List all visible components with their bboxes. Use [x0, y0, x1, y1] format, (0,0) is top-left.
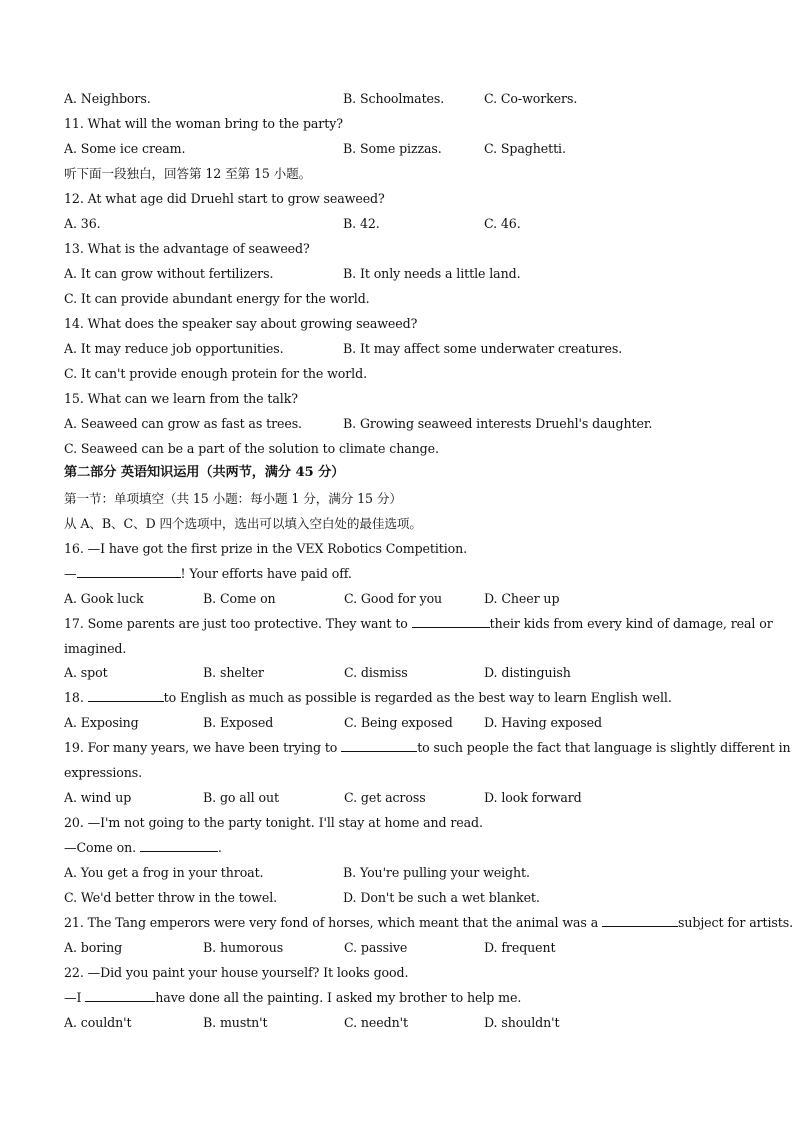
- q17-option-d: D. distinguish: [484, 665, 571, 680]
- q18-text-post: to English as much as possible is regarded as the best way to learn English well.: [163, 690, 672, 705]
- q20-text-post: .: [217, 840, 222, 855]
- q22-option-a: A. couldn't: [64, 1015, 132, 1030]
- q11-option-a: A. Some ice cream.: [64, 141, 186, 156]
- q13-option-a: A. It can grow without fertilizers.: [64, 266, 274, 281]
- q16-option-b: B. Come on: [203, 591, 276, 606]
- q21-option-d: D. frequent: [484, 940, 556, 955]
- q12-stem: 12. At what age did Druehl start to grow seaweed?: [64, 191, 385, 206]
- q21-option-a: A. boring: [64, 940, 123, 955]
- q14-stem: 14. What does the speaker say about growing seaweed?: [64, 316, 418, 331]
- section1-instruction: 从 A、B、C、D 四个选项中，选出可以填入空白处的最佳选项。: [64, 516, 422, 531]
- q10-option-c: C. Co-workers.: [484, 91, 578, 106]
- q18-text-pre: 18.: [64, 690, 84, 705]
- part2-heading: 第二部分 英语知识运用（共两节，满分 45 分）: [64, 465, 345, 480]
- q16-line2-text: ! Your efforts have paid off.: [180, 566, 352, 581]
- q21-answer-blank: [602, 915, 678, 927]
- q17-option-c: C. dismiss: [344, 665, 408, 680]
- q20-option-b: B. You're pulling your weight.: [343, 865, 530, 880]
- q19-option-c: C. get across: [344, 790, 426, 805]
- q19-line1: [64, 740, 791, 756]
- q11-stem: 11. What will the woman bring to the party?: [64, 116, 343, 131]
- q16-option-d: D. Cheer up: [484, 591, 560, 606]
- q19-option-a: A. wind up: [64, 790, 132, 805]
- q21-option-b: B. humorous: [203, 940, 284, 955]
- q13-option-c: C. It can provide abundant energy for the world.: [64, 291, 370, 306]
- q17-option-a: A. spot: [64, 665, 108, 680]
- q19-answer-blank: [341, 740, 417, 752]
- q16-line2: [64, 566, 352, 582]
- q21-line1: [64, 915, 793, 931]
- q19-option-b: B. go all out: [203, 790, 279, 805]
- q20-answer-blank: [140, 840, 218, 852]
- q22-option-d: D. shouldn't: [484, 1015, 560, 1030]
- q20-line1: 20. —I'm not going to the party tonight. I'll stay at home and read.: [64, 815, 483, 830]
- q19-text-pre: 19. For many years, we have been trying to: [64, 740, 338, 755]
- q10-option-b: B. Schoolmates.: [343, 91, 445, 106]
- q22-line2: [64, 990, 521, 1006]
- q21-text-pre: 21. The Tang emperors were very fond of horses, which meant that the animal was a: [64, 915, 599, 930]
- q18-answer-blank: [88, 690, 164, 702]
- q15-option-c: C. Seaweed can be a part of the solution to climate change.: [64, 441, 439, 456]
- q20-text-pre: —Come on.: [64, 840, 137, 855]
- q21-option-c: C. passive: [344, 940, 408, 955]
- q13-option-b: B. It only needs a little land.: [343, 266, 521, 281]
- q15-stem: 15. What can we learn from the talk?: [64, 391, 298, 406]
- q22-option-c: C. needn't: [344, 1015, 408, 1030]
- q10-option-a: A. Neighbors.: [64, 91, 151, 106]
- q13-stem: 13. What is the advantage of seaweed?: [64, 241, 310, 256]
- q16-option-a: A. Gook luck: [64, 591, 144, 606]
- monologue-instruction: 听下面一段独白，回答第 12 至第 15 小题。: [64, 166, 312, 181]
- q20-option-c: C. We'd better throw in the towel.: [64, 890, 278, 905]
- q17-option-b: B. shelter: [203, 665, 264, 680]
- q18-option-b: B. Exposed: [203, 715, 274, 730]
- q18-line1: [64, 690, 672, 706]
- q15-option-b: B. Growing seaweed interests Druehl's daughter.: [343, 416, 653, 431]
- q11-option-b: B. Some pizzas.: [343, 141, 442, 156]
- q16-option-c: C. Good for you: [344, 591, 443, 606]
- q22-option-b: B. mustn't: [203, 1015, 268, 1030]
- q20-option-a: A. You get a frog in your throat.: [64, 865, 264, 880]
- q16-answer-blank: [77, 566, 181, 578]
- q17-answer-blank: [412, 616, 490, 628]
- q12-option-c: C. 46.: [484, 216, 521, 231]
- q18-option-a: A. Exposing: [64, 715, 139, 730]
- q22-text-pre: —I: [64, 990, 82, 1005]
- q22-line1: 22. —Did you paint your house yourself? It looks good.: [64, 965, 409, 980]
- q16-line1: 16. —I have got the first prize in the VEX Robotics Competition.: [64, 541, 468, 556]
- q20-option-d: D. Don't be such a wet blanket.: [343, 890, 540, 905]
- q19-line2: expressions.: [64, 765, 143, 780]
- q14-option-a: A. It may reduce job opportunities.: [64, 341, 284, 356]
- q11-option-c: C. Spaghetti.: [484, 141, 566, 156]
- q19-text-post: to such people the fact that language is slightly different in: [417, 740, 791, 755]
- q16-dash: —: [64, 566, 77, 581]
- q12-option-b: B. 42.: [343, 216, 380, 231]
- q12-option-a: A. 36.: [64, 216, 101, 231]
- q15-option-a: A. Seaweed can grow as fast as trees.: [64, 416, 302, 431]
- q17-line2: imagined.: [64, 641, 127, 656]
- q17-line1: [64, 616, 773, 632]
- section1-heading: 第一节：单项填空（共 15 小题：每小题 1 分，满分 15 分）: [64, 491, 402, 506]
- q22-text-post: have done all the painting. I asked my brother to help me.: [155, 990, 522, 1005]
- q17-text-post: their kids from every kind of damage, real or: [489, 616, 773, 631]
- q14-option-c: C. It can't provide enough protein for the world.: [64, 366, 367, 381]
- q18-option-d: D. Having exposed: [484, 715, 602, 730]
- q22-answer-blank: [85, 990, 155, 1002]
- q20-line2: [64, 840, 222, 856]
- q17-text-pre: 17. Some parents are just too protective. They want to: [64, 616, 408, 631]
- q18-option-c: C. Being exposed: [344, 715, 453, 730]
- q19-option-d: D. look forward: [484, 790, 582, 805]
- q14-option-b: B. It may affect some underwater creatures.: [343, 341, 623, 356]
- q21-text-post: subject for artists.: [678, 915, 793, 930]
